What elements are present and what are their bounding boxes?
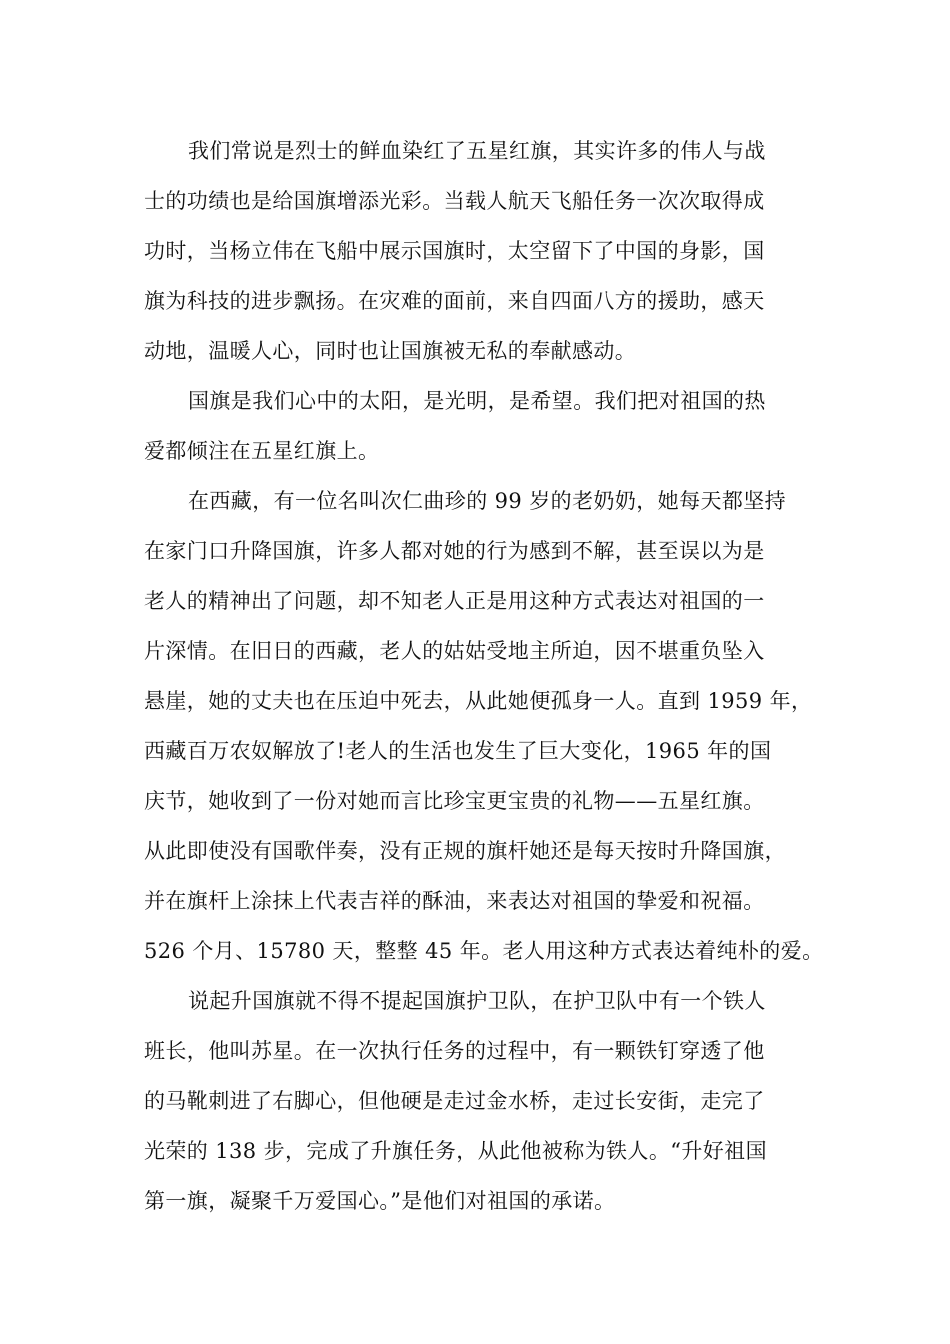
- paragraph-line: 我们常说是烈士的鲜血染红了五星红旗，其实许多的伟人与战: [188, 139, 766, 163]
- paragraph-line: 光荣的 138 步，完成了升旗任务，从此他被称为铁人。“升好祖国: [144, 1139, 767, 1163]
- paragraph-line: 在西藏，有一位名叫次仁曲珍的 99 岁的老奶奶，她每天都坚持: [188, 489, 787, 513]
- paragraph-line: 爱都倾注在五星红旗上。: [144, 439, 380, 463]
- paragraph-line: 功时，当杨立伟在飞船中展示国旗时，太空留下了中国的身影，国: [144, 239, 765, 263]
- paragraph-line: 的马靴刺进了右脚心，但他硬是走过金水桥，走过长安街，走完了: [144, 1089, 765, 1113]
- paragraph-4: [144, 976, 820, 1226]
- paragraph-line: 西藏百万农奴解放了!老人的生活也发生了巨大变化，1965 年的国: [144, 739, 772, 763]
- article-body: [144, 126, 824, 1226]
- paragraph-line: 动地，温暖人心，同时也让国旗被无私的奉献感动。: [144, 339, 637, 363]
- paragraph-3: [144, 476, 824, 976]
- paragraph-line: 并在旗杆上涂抹上代表吉祥的酥油，来表达对祖国的挚爱和祝福。: [144, 889, 765, 913]
- paragraph-line: 在家门口升降国旗，许多人都对她的行为感到不解，甚至误以为是: [144, 539, 765, 563]
- paragraph-line: 旗为科技的进步飘扬。在灾难的面前，来自四面八方的援助，感天: [144, 289, 765, 313]
- paragraph-line: 526 个月、15780 天，整整 45 年。老人用这种方式表达着纯朴的爱。: [144, 939, 824, 963]
- paragraph-line: 士的功绩也是给国旗增添光彩。当载人航天飞船任务一次次取得成: [144, 189, 765, 213]
- paragraph-line: 庆节，她收到了一份对她而言比珍宝更宝贵的礼物——五星红旗。: [144, 789, 765, 813]
- paragraph-line: 国旗是我们心中的太阳，是光明，是希望。我们把对祖国的热: [188, 389, 766, 413]
- paragraph-line: 老人的精神出了问题，却不知老人正是用这种方式表达对祖国的一: [144, 589, 765, 613]
- paragraph-line: 班长，他叫苏星。在一次执行任务的过程中，有一颗铁钉穿透了他: [144, 1039, 765, 1063]
- paragraph-line: 说起升国旗就不得不提起国旗护卫队，在护卫队中有一个铁人: [188, 989, 766, 1013]
- paragraph-line: 悬崖，她的丈夫也在压迫中死去，从此她便孤身一人。直到 1959 年，: [144, 689, 813, 713]
- paragraph-line: 第一旗，凝聚千万爱国心。”是他们对祖国的承诺。: [144, 1189, 616, 1213]
- paragraph-line: 从此即使没有国歌伴奏，没有正规的旗杆她还是每天按时升降国旗，: [144, 839, 786, 863]
- paragraph-line: 片深情。在旧日的西藏，老人的姑姑受地主所迫，因不堪重负坠入: [144, 639, 765, 663]
- paragraph-2: [144, 376, 820, 476]
- paragraph-1: [144, 126, 820, 376]
